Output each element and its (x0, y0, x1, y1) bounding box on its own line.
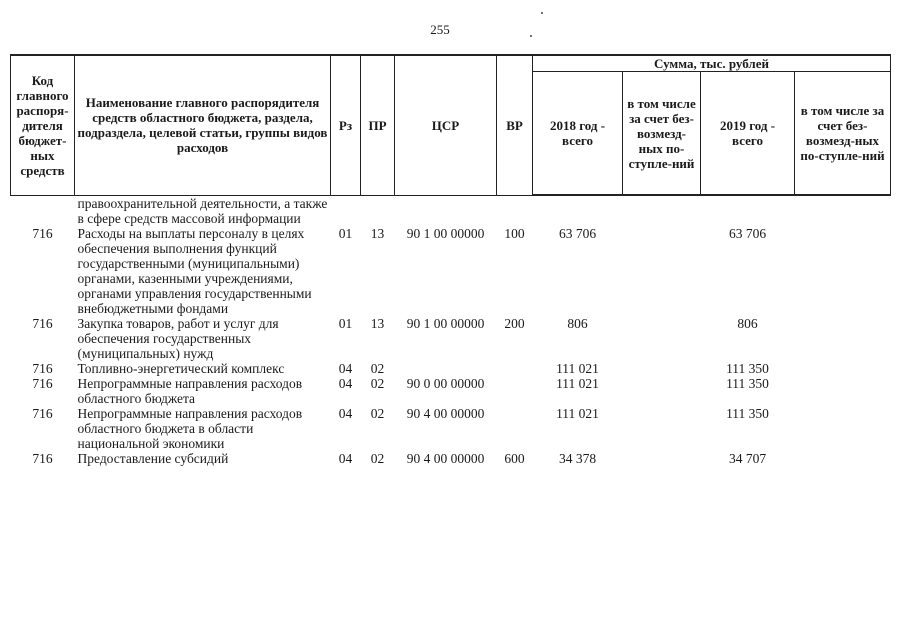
cell-code: 716 (32, 315, 53, 331)
cell-2018-total: 63 706 (558, 225, 597, 241)
cell-pr (361, 195, 395, 226)
cell-2019-total: 34 707 (728, 450, 767, 466)
page-number: 255 (430, 22, 450, 37)
table-row (11, 226, 891, 316)
cell-2019-gratuitous (795, 195, 891, 226)
cell-code: 716 (32, 225, 53, 241)
cell-csr: 90 1 00 00000 (406, 225, 485, 241)
cell-code: 716 (32, 375, 53, 391)
cell-2019-gratuitous (795, 376, 891, 406)
cell-csr: 90 0 00 00000 (406, 375, 485, 391)
cell-vr (497, 376, 533, 406)
cell-code (11, 195, 75, 226)
table-row (11, 376, 891, 406)
cell-2018-total: 111 021 (556, 375, 599, 391)
cell-2019-gratuitous (795, 316, 891, 361)
cell-2018-gratuitous (623, 406, 701, 451)
cell-2018-gratuitous (623, 226, 701, 316)
header-vr: ВР (497, 55, 533, 195)
table-row (11, 406, 891, 451)
cell-csr (395, 361, 497, 376)
table-row (11, 195, 891, 226)
scan-speck (530, 35, 532, 37)
cell-rz: 04 (338, 375, 353, 391)
table-row (11, 361, 891, 376)
cell-vr: 200 (504, 315, 525, 331)
cell-2018-gratuitous (623, 316, 701, 361)
cell-name: Предоставление субсидий (77, 450, 229, 466)
cell-pr: 02 (370, 450, 385, 466)
cell-name: Расходы на выплаты персоналу в целях обеспечения выполнения функций государственными (муниципальными) органами, казенными учреждениями, органами управления государственными внебюджетными фондами (77, 225, 312, 316)
cell-rz: 04 (338, 405, 353, 421)
cell-2018-total: 806 (567, 315, 588, 331)
cell-csr: 90 1 00 00000 (406, 315, 485, 331)
cell-vr: 600 (504, 450, 525, 466)
cell-name: Непрограммные направления расходов областного бюджета в области национальной экономики (77, 405, 303, 451)
cell-rz (331, 195, 361, 226)
cell-pr: 02 (370, 405, 385, 421)
cell-2019-total: 111 350 (726, 375, 769, 391)
cell-2019-total: 111 350 (726, 405, 769, 421)
scan-speck (541, 12, 543, 14)
cell-pr: 02 (370, 360, 385, 376)
table-row (11, 451, 891, 466)
header-2019-gratuitous: в том числе за счет без-возмезд-ных по-ступле-ний (795, 72, 891, 196)
cell-csr: 90 4 00 00000 (406, 405, 485, 421)
cell-rz: 04 (338, 360, 353, 376)
header-rz: Рз (331, 55, 361, 195)
cell-pr: 13 (370, 315, 385, 331)
cell-2018-total: 34 378 (558, 450, 597, 466)
table-row (11, 316, 891, 361)
cell-csr: 90 4 00 00000 (406, 450, 485, 466)
header-code: Код главного распоря-дителя бюджет-ных средств (11, 55, 75, 195)
cell-code: 716 (32, 360, 53, 376)
table-header (11, 55, 891, 195)
cell-code: 716 (32, 405, 53, 421)
header-csr: ЦСР (395, 55, 497, 195)
cell-2019-gratuitous (795, 451, 891, 466)
cell-vr (497, 361, 533, 376)
cell-vr: 100 (504, 225, 525, 241)
cell-name: Закупка товаров, работ и услуг для обеспечения государственных (муниципальных) нужд (77, 315, 279, 361)
cell-2019-gratuitous (795, 226, 891, 316)
cell-2018-gratuitous (623, 361, 701, 376)
cell-2018-total: 111 021 (556, 360, 599, 376)
cell-2019-total: 111 350 (726, 360, 769, 376)
cell-2019-gratuitous (795, 406, 891, 451)
cell-name: Непрограммные направления расходов областного бюджета (77, 375, 303, 406)
cell-pr: 02 (370, 375, 385, 391)
cell-vr (497, 406, 533, 451)
budget-table (10, 54, 891, 466)
header-pr: ПР (361, 55, 395, 195)
cell-name: правоохранительной деятельности, а также в сфере средств массовой информации (77, 195, 328, 226)
header-name: Наименование главного распорядителя средств областного бюджета, раздела, подраздела, целевой статьи, группы видов расходов (75, 55, 331, 195)
header-sum-group: Сумма, тыс. рублей (533, 55, 891, 72)
cell-2018-total: 111 021 (556, 405, 599, 421)
cell-2018-total (533, 195, 623, 226)
cell-pr: 13 (370, 225, 385, 241)
header-2019-total: 2019 год - всего (701, 72, 795, 196)
header-2018-gratuitous: в том числе за счет без-возмезд-ных по-ступле-ний (623, 72, 701, 196)
cell-vr (497, 195, 533, 226)
cell-2019-total (701, 195, 795, 226)
cell-rz: 04 (338, 450, 353, 466)
cell-csr (395, 195, 497, 226)
cell-2018-gratuitous (623, 195, 701, 226)
table-body (11, 195, 891, 466)
cell-2019-total: 63 706 (728, 225, 767, 241)
cell-2018-gratuitous (623, 451, 701, 466)
cell-2019-gratuitous (795, 361, 891, 376)
cell-rz: 01 (338, 225, 353, 241)
cell-2018-gratuitous (623, 376, 701, 406)
cell-2019-total: 806 (737, 315, 758, 331)
cell-rz: 01 (338, 315, 353, 331)
cell-code: 716 (32, 450, 53, 466)
header-2018-total: 2018 год - всего (533, 72, 623, 196)
cell-name: Топливно-энергетический комплекс (77, 360, 285, 376)
